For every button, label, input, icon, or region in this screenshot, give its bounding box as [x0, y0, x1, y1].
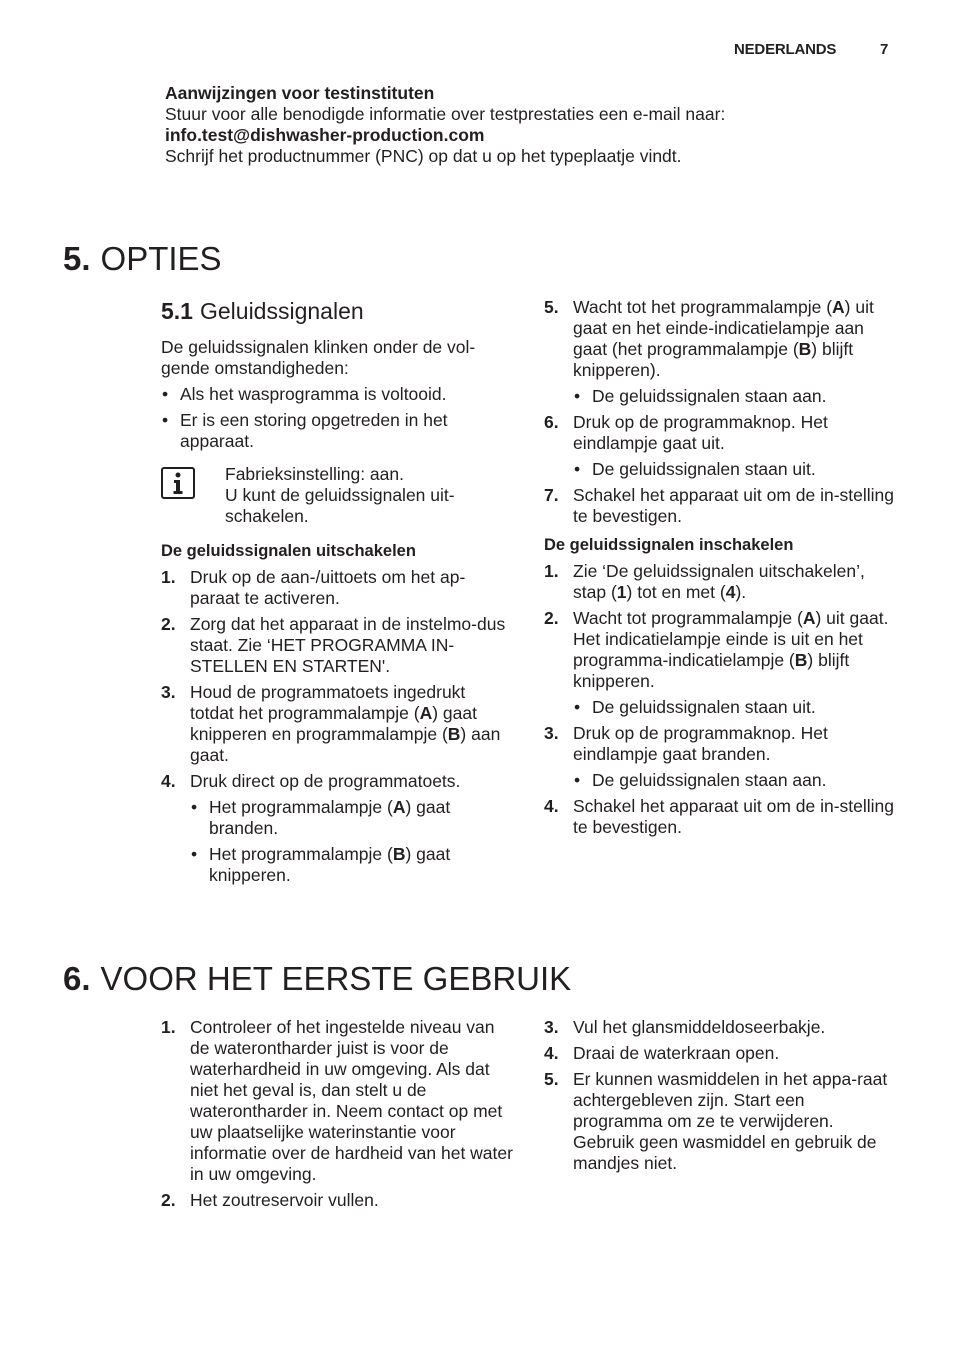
sub-bullet [573, 459, 896, 480]
text-run: ) blijft knipperen). [573, 339, 854, 380]
text-run: De geluidssignalen staan uit. [592, 459, 816, 479]
sub-bullet [573, 770, 896, 791]
text-run: ) tot en met ( [626, 582, 726, 602]
list-item [161, 567, 513, 609]
list-item: • Als het wasprogramma is voltooid. [162, 384, 447, 404]
text-run: Wacht tot het programmalampje ( [573, 297, 833, 317]
text-run: Wacht tot programmalampje ( [573, 608, 803, 628]
test-institute-note [165, 83, 885, 167]
section-5-left-column [161, 337, 513, 891]
info-icon [161, 467, 195, 499]
section-5-title: OPTIES [100, 240, 222, 277]
text-run: Schakel het apparaat uit om de in-stelling te bevestigen. [573, 796, 895, 837]
text-run: ) aan gaat. [190, 724, 501, 765]
section-6-heading [63, 960, 571, 998]
text-run: De geluidssignalen staan uit. [592, 697, 816, 717]
bold-reference: A [392, 797, 406, 817]
step-number: 1. [544, 561, 559, 581]
test-email: info.test@dishwasher-production.com [165, 125, 485, 145]
bullet-dot: • [191, 844, 198, 864]
bold-reference: B [392, 844, 406, 864]
test-institute-text: Stuur voor alle benodigde informatie over testprestaties een e-mail naar: [165, 104, 726, 124]
bullet-dot: • [191, 797, 198, 817]
sub-bullet [573, 697, 896, 718]
step-number: 4. [161, 771, 176, 791]
section-6-right-column [544, 1017, 896, 1179]
test-institute-title: Aanwijzingen voor testinstituten [165, 83, 435, 103]
test-institute-text-2: Schrijf het productnummer (PNC) op dat u op het typeplaatje vindt. [165, 146, 682, 166]
text-run: Druk op de aan-/uittoets om het ap-paraat te activeren. [190, 567, 466, 608]
list-item [544, 412, 896, 454]
step-number: 5. [544, 297, 559, 317]
sub-bullet [190, 844, 513, 886]
step-number: 1. [161, 567, 176, 587]
list-item [161, 771, 513, 792]
text-run: De geluidssignalen staan aan. [592, 770, 827, 790]
running-header-language: NEDERLANDS [734, 41, 837, 58]
list-item [161, 614, 513, 677]
text-run: De geluidssignalen staan aan. [592, 386, 827, 406]
list-item [544, 608, 896, 692]
bold-reference: A [419, 703, 433, 723]
bold-reference: B [447, 724, 461, 744]
bullet-dot: • [574, 459, 581, 479]
text-run: ) uit gaat. Het indicatielampje einde is uit en het programma-indicatielampje ( [573, 608, 889, 670]
text-run: Druk direct op de programmatoets. [190, 771, 461, 791]
text-run: Zie ‘De geluidssignalen uitschakelen’, stap ( [573, 561, 865, 602]
section-6-left-column [161, 1017, 513, 1216]
text-run: ) gaat knipperen. [209, 844, 451, 885]
text-run: Schakel het apparaat uit om de in-stelling te bevestigen. [573, 485, 895, 526]
text-run: ). [735, 582, 747, 602]
list-item [161, 682, 513, 766]
list-item [544, 561, 896, 603]
disable-signals-heading: De geluidssignalen uitschakelen [161, 542, 416, 560]
list-item: 5. Er kunnen wasmiddelen in het appa-raat achtergebleven zijn. Start een programma om ze te verwijderen. Gebruik geen wasmiddel en gebruik de mandjes niet. [544, 1069, 888, 1173]
bullet-dot: • [574, 770, 581, 790]
section-6-number: 6. [63, 960, 91, 997]
step-number: 3. [161, 682, 176, 702]
section-5-number: 5. [63, 240, 91, 277]
disable-steps-list-continued [544, 297, 896, 527]
text-run: Druk op de programmaknop. Het eindlampje gaat branden. [573, 723, 828, 764]
disable-steps-list [161, 567, 513, 886]
enable-signals-heading: De geluidssignalen inschakelen [544, 536, 794, 554]
list-item: 1. Controleer of het ingestelde niveau van de waterontharder juist is voor de waterhardheid in uw omgeving. Als dat niet het geval is, dan stelt u de waterontharder in. Neem contact op met uw plaatselijke waterinstantie voor informatie over de hardheid van het water in uw omgeving. [161, 1017, 513, 1184]
subsection-heading [161, 297, 364, 325]
list-item: • Er is een storing opgetreden in het apparaat. [162, 410, 448, 451]
step-number: 2. [544, 608, 559, 628]
step-number: 3. [544, 723, 559, 743]
list-item [544, 796, 896, 838]
info-note [161, 464, 513, 527]
enable-steps-list [544, 561, 896, 838]
step-number: 4. [544, 796, 559, 816]
text-run: Het programmalampje ( [209, 797, 393, 817]
bold-reference: B [794, 650, 808, 670]
text-run: Zorg dat het apparaat in de instelmo-dus staat. Zie ‘HET PROGRAMMA IN-STELLEN EN STARTEN'. [190, 614, 506, 676]
step-number: 2. [161, 614, 176, 634]
bullet-dot: • [574, 386, 581, 406]
subsection-number: 5.1 [161, 298, 193, 324]
sub-bullet [573, 386, 896, 407]
text-run: ) gaat branden. [209, 797, 451, 838]
text-run: Het programmalampje ( [209, 844, 393, 864]
section-5-right-column [544, 297, 896, 843]
page-number: 7 [880, 41, 889, 58]
bold-reference: A [832, 297, 845, 317]
section-6-title: VOOR HET EERSTE GEBRUIK [100, 960, 572, 997]
text-run: ) gaat knipperen en programmalampje ( [190, 703, 477, 744]
sub-bullet [190, 797, 513, 839]
list-item: 2. Het zoutreservoir vullen. [161, 1190, 379, 1210]
list-item [544, 723, 896, 765]
text-run: Houd de programmatoets ingedrukt totdat het programmalampje ( [190, 682, 466, 723]
step-number: 7. [544, 485, 559, 505]
list-item [544, 297, 896, 381]
bold-reference: 4 [725, 582, 736, 602]
signals-intro: De geluidssignalen klinken onder de vol-gende omstandigheden: [161, 337, 476, 378]
text-run: ) blijft knipperen. [573, 650, 850, 691]
bold-reference: A [802, 608, 816, 628]
bold-reference: B [798, 339, 812, 359]
bold-reference: 1 [616, 582, 627, 602]
subsection-title: Geluidssignalen [199, 298, 364, 324]
list-item [544, 485, 896, 527]
section-5-heading [63, 240, 222, 278]
note-line: Fabrieksinstelling: aan. [225, 464, 404, 484]
bullet-dot: • [574, 697, 581, 717]
list-item: 4. Draai de waterkraan open. [544, 1043, 780, 1063]
step-number: 6. [544, 412, 559, 432]
text-run: Druk op de programmaknop. Het eindlampje gaat uit. [573, 412, 828, 453]
note-line: U kunt de geluidssignalen uit-schakelen. [225, 485, 455, 526]
list-item: 3. Vul het glansmiddeldoseerbakje. [544, 1017, 826, 1037]
text-run: ) uit gaat en het einde-indicatielampje aan gaat (het programmalampje ( [573, 297, 874, 359]
